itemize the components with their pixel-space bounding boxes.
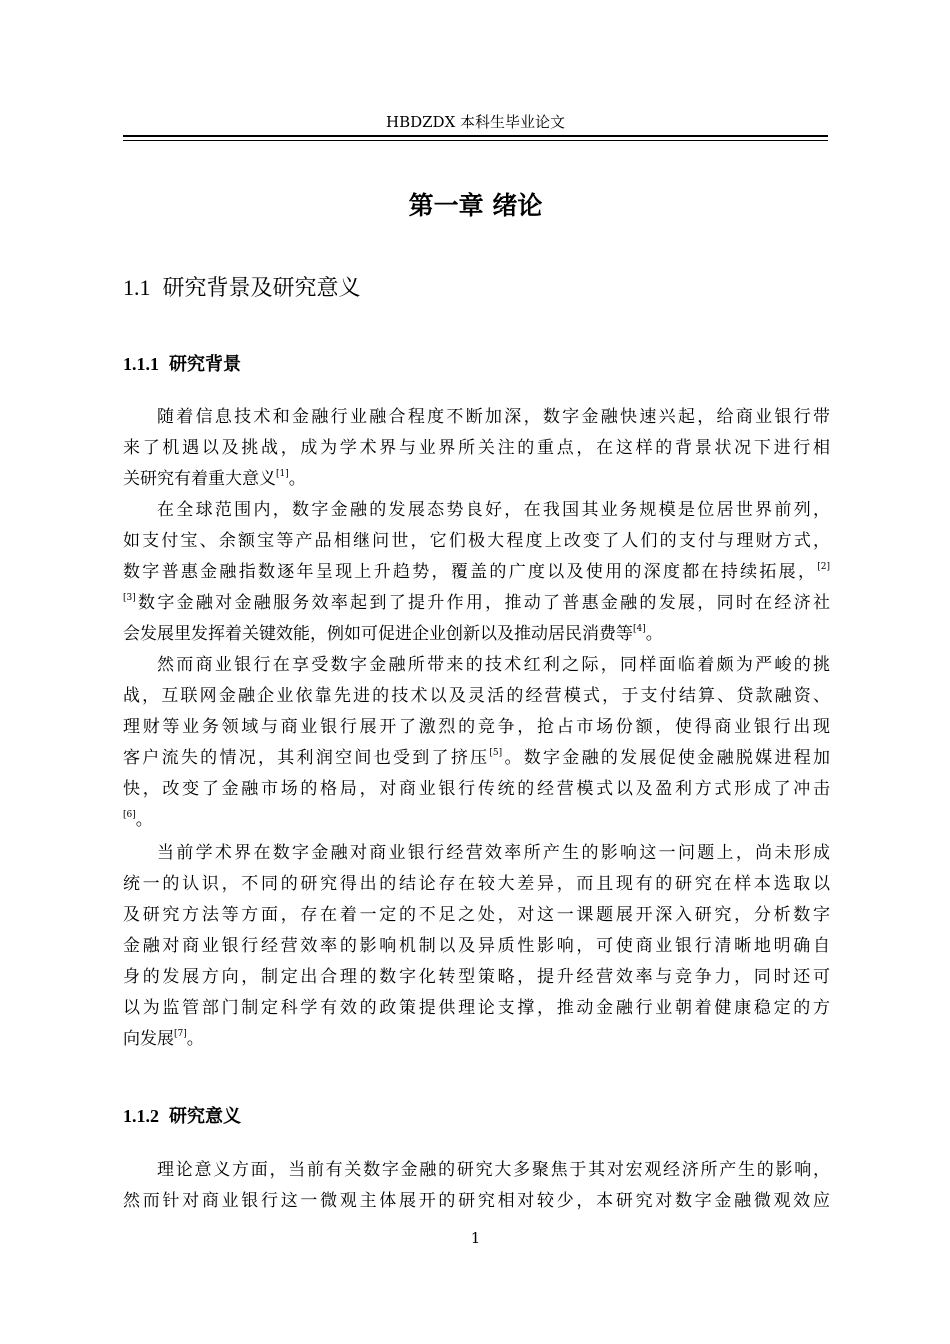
- text-fragment: 数字金融对金融服务效率起到了提升作用，推动了普惠金融的发展，同时在经济社: [135, 593, 830, 613]
- text-line: 理论意义方面，当前有关数字金融的研究大多聚焦于其对宏观经济所产生的影响，: [157, 1160, 830, 1180]
- paragraph-2: [123, 495, 830, 650]
- text-line: 然而针对商业银行这一微观主体展开的研究相对较少，本研究对数字金融微观效应: [123, 1191, 830, 1211]
- page-number: 1: [470, 1229, 481, 1247]
- text-line: 理财等业务领域与商业银行展开了激烈的竞争，抢占市场份额，使得商业银行出现: [123, 717, 830, 737]
- text-fragment: 客户流失的情况，其利润空间也受到了挤压: [123, 748, 490, 768]
- text-line: 来了机遇以及挑战，成为学术界与业界所关注的重点，在这样的背景状况下进行相: [123, 438, 830, 458]
- text-fragment: 。: [645, 624, 663, 644]
- subsection-title: 研究意义: [169, 1106, 241, 1127]
- text-line: 当前学术界在数字金融对商业银行经营效率所产生的影响这一问题上，尚未形成: [157, 843, 830, 863]
- text-line: 随着信息技术和金融行业融合程度不断加深，数字金融快速兴起，给商业银行带: [157, 407, 830, 427]
- text-line: [123, 805, 830, 836]
- paragraph-1: [123, 402, 830, 495]
- text-line: 及研究方法等方面，存在着一定的不足之处，对这一课题展开深入研究，分析数字: [123, 905, 830, 925]
- citation: [1]: [276, 469, 289, 479]
- citation: [2]: [817, 562, 830, 572]
- paragraph-4: [123, 838, 830, 1055]
- text-fragment: 。数字金融的发展促使金融脱媒进程加: [502, 748, 830, 768]
- citation: [3]: [123, 593, 136, 603]
- subsection-title: 研究背景: [169, 354, 241, 375]
- subsection-number: 1.1.2: [123, 1106, 159, 1126]
- text-fragment: 。: [135, 810, 153, 830]
- text-line: [123, 464, 830, 495]
- header-rule-thin: [123, 140, 828, 141]
- text-line: [123, 557, 830, 588]
- text-fragment: 关研究有着重大意义: [123, 469, 276, 489]
- section-number: 1.1: [123, 275, 151, 300]
- running-header: HBDZDX 本科生毕业论文: [385, 113, 566, 131]
- subsection-number: 1.1.1: [123, 354, 159, 374]
- citation: [7]: [174, 1029, 187, 1039]
- subsection-heading-background: [123, 350, 241, 379]
- text-line: [123, 619, 830, 650]
- text-line: 然而商业银行在享受数字金融所带来的技术红利之际，同样面临着颇为严峻的挑: [157, 655, 830, 675]
- citation: [5]: [489, 748, 503, 758]
- chapter-title: 第一章 绪论: [408, 191, 543, 220]
- text-fragment: 会发展里发挥着关键效能，例如可促进企业创新以及推动居民消费等: [123, 624, 633, 644]
- paragraph-5: [123, 1155, 830, 1217]
- text-line: 金融对商业银行经营效率的影响机制以及异质性影响，可使商业银行清晰地明确自: [123, 936, 830, 956]
- text-line: [123, 743, 830, 774]
- text-line: 以为监管部门制定科学有效的政策提供理论支撑，推动金融行业朝着健康稳定的方: [123, 998, 830, 1018]
- text-fragment: 向发展: [123, 1029, 174, 1049]
- paragraph-3: [123, 650, 830, 836]
- text-line: 统一的认识，不同的研究得出的结论存在较大差异，而且现有的研究在样本选取以: [123, 874, 830, 894]
- citation: [6]: [123, 810, 136, 820]
- text-fragment: 。: [288, 469, 306, 489]
- header-rule-thick: [123, 135, 828, 137]
- text-line: 快，改变了金融市场的格局，对商业银行传统的经营模式以及盈利方式形成了冲击: [123, 779, 830, 799]
- text-line: 身的发展方向，制定出合理的数字化转型策略，提升经营效率与竞争力，同时还可: [123, 967, 830, 987]
- section-title: 研究背景及研究意义: [162, 276, 361, 301]
- text-line: 如支付宝、余额宝等产品相继问世，它们极大程度上改变了人们的支付与理财方式，: [123, 531, 830, 551]
- text-line: [123, 1024, 830, 1055]
- text-line: 战，互联网金融企业依靠先进的技术以及灵活的经营模式，于支付结算、贷款融资、: [123, 686, 830, 706]
- subsection-heading-significance: [123, 1102, 241, 1131]
- citation: [4]: [633, 624, 646, 634]
- text-line: 在全球范围内，数字金融的发展态势良好，在我国其业务规模是位居世界前列，: [157, 500, 830, 520]
- section-heading: [123, 272, 361, 305]
- text-fragment: 。: [186, 1029, 204, 1049]
- text-fragment: 数字普惠金融指数逐年呈现上升趋势，覆盖的广度以及使用的深度都在持续拓展，: [123, 562, 818, 582]
- text-line: [123, 588, 830, 619]
